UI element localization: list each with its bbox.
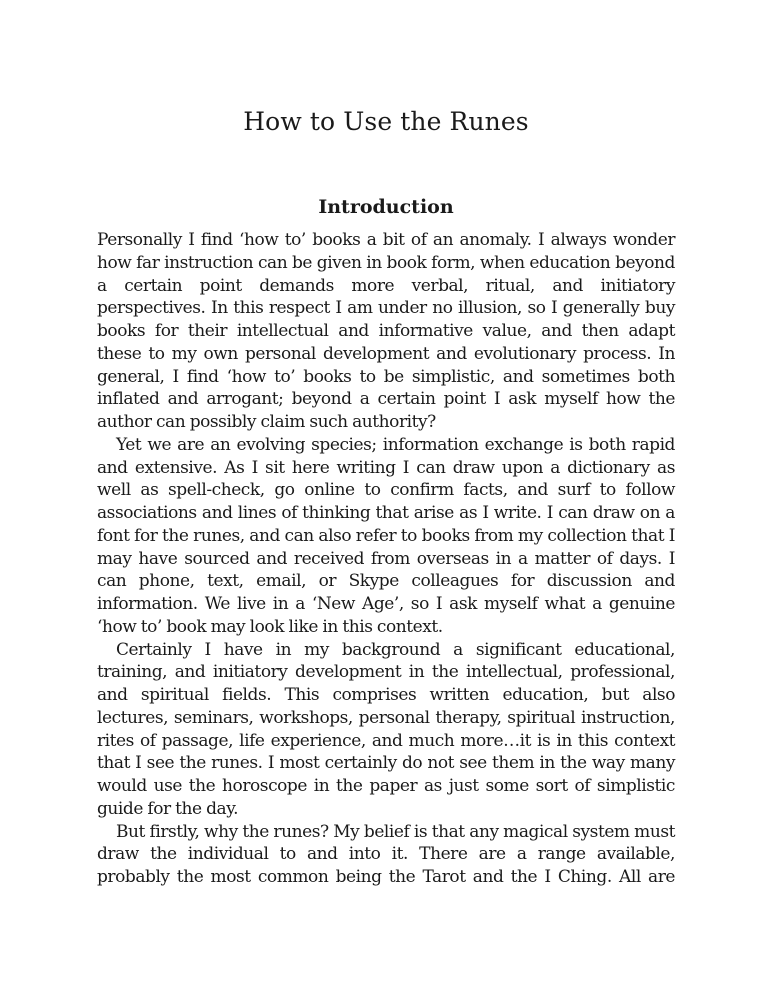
body-text [97, 229, 675, 889]
section-heading: Introduction [318, 196, 454, 218]
page-title: How to Use the Runes [243, 107, 529, 136]
paragraph-3: Certainly I have in my background a significant educational, training, and initiatory development in the intellectual, professional, and spiritual fields. This comprises written education, but also lectures, seminars, workshops, personal therapy, spiritual instruction, rites of passage, life experience, and much more…it is in this context that I see the runes. I most certainly do not see them in the way many would use the horoscope in the paper as just some sort of simplistic guide for the day. [97, 639, 675, 819]
paragraph-1: Personally I find ‘how to’ books a bit of an anomaly. I always wonder how far instruction can be given in book form, when education beyond a certain point demands more verbal, ritual, and initiatory perspectives. In this respect I am under no illusion, so I generally buy books for their intellectual and informative value, and then adapt these to my own personal development and evolutionary process. In general, I find ‘how to’ books to be simplistic, and sometimes both inflated and arrogant; beyond a certain point I ask myself how the author can possibly claim such authority? [97, 230, 675, 432]
paragraph-4: But firstly, why the runes? My belief is that any magical system must draw the individual to and into it. There are a range available, probably the most common being the Tarot and the I Ching. All are [97, 821, 675, 887]
paragraph-2: Yet we are an evolving species; information exchange is both rapid and extensive. As I sit here writing I can draw upon a dictionary as well as spell-check, go online to confirm facts, and surf to follow associations and lines of thinking that arise as I write. I can draw on a font for the runes, and can also refer to books from my collection that I may have sourced and received from overseas in a matter of days. I can phone, text, email, or Skype colleagues for discussion and information. We live in a ‘New Age’, so I ask myself what a genuine ‘how to’ book may look like in this context. [97, 434, 675, 637]
